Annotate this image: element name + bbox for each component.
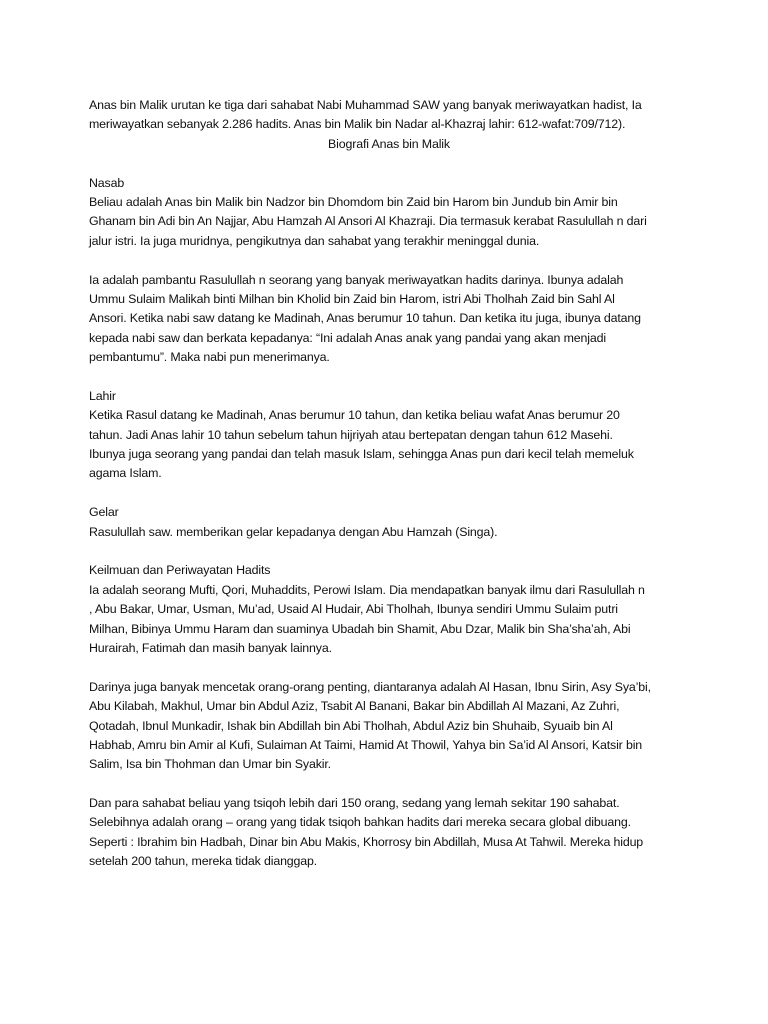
paragraph	[89, 581, 689, 659]
text-line: Seperti : Ibrahim bin Hadbah, Dinar bin Abu Makis, Khorrosy bin Abdillah, Musa At Tahwil. Mereka hidup	[89, 834, 644, 849]
spacer	[89, 542, 689, 561]
paragraph	[89, 406, 689, 484]
text-line: Ia adalah pambantu Rasulullah n seorang yang banyak meriwayatkan hadits darinya. Ibunya adalah	[89, 272, 624, 287]
paragraph	[89, 523, 689, 542]
text-line: , Abu Bakar, Umar, Usman, Mu’ad, Usaid Al Hudair, Abi Tholhah, Ibunya sendiri Ummu Sulaim putri	[89, 602, 618, 617]
text-line: Qotadah, Ibnul Munkadir, Ishak bin Abdillah bin Abi Tholhah, Abdul Aziz bin Shuhaib, Syuaib bin Al	[89, 718, 613, 733]
section-heading: Keilmuan dan Periwayatan Hadits	[89, 563, 271, 578]
text-line: agama Islam.	[89, 466, 162, 481]
document-page	[89, 96, 689, 872]
text-line: Habhab, Amru bin Amir al Kufi, Sulaiman At Taimi, Hamid At Thowil, Yahya bin Sa’id Al Ansori, Katsir bin	[89, 737, 643, 752]
paragraph	[89, 678, 689, 775]
spacer	[89, 775, 689, 794]
text-line: Selebihnya adalah orang – orang yang tidak tsiqoh bahkan hadits dari mereka secara global dibuang.	[89, 815, 631, 830]
document-title: Biografi Anas bin Malik	[328, 136, 450, 151]
text-line: Anas bin Malik urutan ke tiga dari sahabat Nabi Muhammad SAW yang banyak meriwayatkan hadist, Ia	[89, 98, 642, 112]
section-gelar	[89, 503, 689, 542]
text-line: jalur istri. Ia juga muridnya, pengikutnya dan sahabat yang terakhir meninggal dunia.	[89, 233, 540, 248]
text-line: Ansori. Ketika nabi saw datang ke Madinah, Anas berumur 10 tahun. Dan ketika itu juga, ibunya datang	[89, 311, 641, 326]
text-line: kepada nabi saw dan berkata kepadanya: “Ini adalah Anas anak yang pandai yang akan menjadi	[89, 330, 606, 345]
section-heading: Nasab	[89, 175, 125, 190]
paragraph	[89, 794, 689, 872]
section-lahir	[89, 387, 689, 484]
text-line: Rasulullah saw. memberikan gelar kepadanya dengan Abu Hamzah (Singa).	[89, 524, 498, 539]
text-line: Ghanam bin Adi bin An Najjar, Abu Hamzah Al Ansori Al Khazraji. Dia termasuk kerabat Rasulullah n dari	[89, 214, 647, 229]
spacer	[89, 251, 689, 270]
spacer	[89, 367, 689, 386]
text-line: Ia adalah seorang Mufti, Qori, Muhaddits, Perowi Islam. Dia mendapatkan banyak ilmu dari Rasulullah n	[89, 582, 645, 597]
section-nasab	[89, 174, 689, 368]
spacer	[89, 484, 689, 503]
text-line: Ibunya juga seorang yang pandai dan telah masuk Islam, sehingga Anas pun dari kecil telah memeluk	[89, 447, 634, 462]
text-line: Beliau adalah Anas bin Malik bin Nadzor bin Dhomdom bin Zaid bin Harom bin Jundub bin Amir bin	[89, 194, 618, 209]
paragraph	[89, 193, 689, 251]
section-heading: Lahir	[89, 388, 116, 403]
text-line: setelah 200 tahun, mereka tidak dianggap.	[89, 854, 318, 869]
text-line: Ummu Sulaim Malikah binti Milhan bin Kholid bin Zaid bin Harom, istri Abi Tholhah Zaid bin Sahl Al	[89, 291, 615, 306]
text-line: Darinya juga banyak mencetak orang-orang penting, diantaranya adalah Al Hasan, Ibnu Sirin, Asy Sya’bi,	[89, 679, 651, 694]
text-line: tahun. Jadi Anas lahir 10 tahun sebelum tahun hijriyah atau bertepatan dengan tahun 612 Masehi.	[89, 427, 613, 442]
paragraph	[89, 271, 689, 368]
text-line: Ketika Rasul datang ke Madinah, Anas berumur 10 tahun, dan ketika beliau wafat Anas berumur 20	[89, 408, 620, 423]
text-line: pembantumu”. Maka nabi pun menerimanya.	[89, 350, 330, 365]
text-line: Milhan, Bibinya Ummu Haram dan suaminya Ubadah bin Shamit, Abu Dzar, Malik bin Sha’sha’ah, Abi	[89, 621, 631, 636]
section-keilmuan	[89, 561, 689, 871]
section-heading: Gelar	[89, 505, 119, 520]
text-line: Abu Kilabah, Makhul, Umar bin Abdul Aziz, Tsabit Al Banani, Bakar bin Abdillah Al Mazani, Az Zuhri,	[89, 699, 620, 714]
spacer	[89, 154, 689, 173]
text-line: Salim, Isa bin Thohman dan Umar bin Syakir.	[89, 757, 331, 772]
spacer	[89, 658, 689, 677]
text-line: Dan para sahabat beliau yang tsiqoh lebih dari 150 orang, sedang yang lemah sekitar 190 sahabat.	[89, 796, 620, 811]
text-line: meriwayatkan sebanyak 2.286 hadits. Anas bin Malik bin Nadar al-Khazraj lahir: 612-wafat:709/712).	[89, 117, 626, 132]
text-line: Hurairah, Fatimah dan masih banyak lainnya.	[89, 640, 332, 655]
intro-paragraph	[89, 96, 689, 135]
